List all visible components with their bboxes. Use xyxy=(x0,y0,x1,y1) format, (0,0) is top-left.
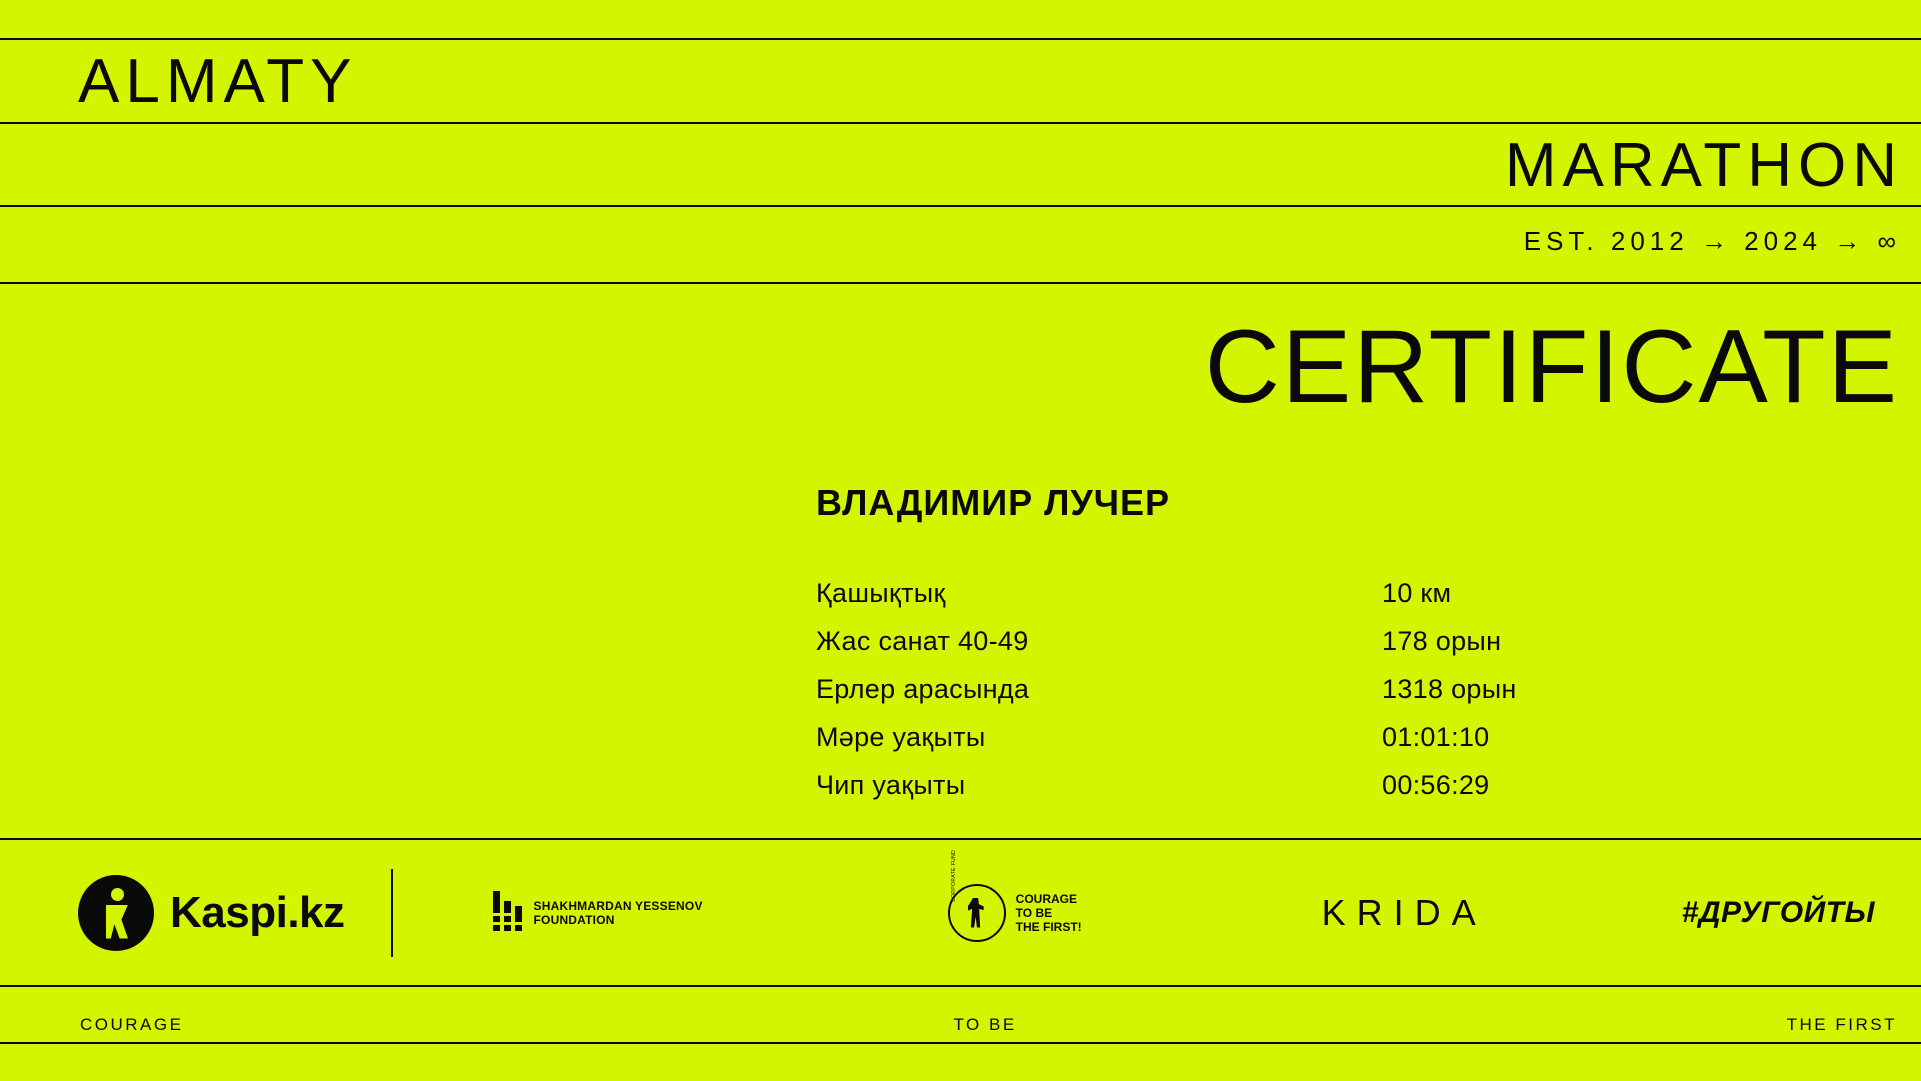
tagline-right: THE FIRST xyxy=(1786,1015,1897,1034)
kaspi-logo-icon xyxy=(78,875,154,951)
table-row xyxy=(816,674,1666,705)
table-row xyxy=(816,626,1666,657)
divider-line xyxy=(0,205,1921,207)
kaspi-wordmark: Kaspi.kz xyxy=(170,887,345,937)
vertical-divider xyxy=(391,869,393,957)
table-row xyxy=(816,770,1666,801)
result-label: Қашықтық xyxy=(816,578,946,608)
footer-tagline xyxy=(0,1015,1921,1035)
divider-line xyxy=(0,282,1921,284)
sponsor-corporate-fund xyxy=(948,849,1082,942)
courage-wordmark xyxy=(1016,892,1082,934)
table-row xyxy=(816,578,1666,609)
brand-line-almaty: ALMATY xyxy=(78,47,358,116)
yessenov-bar-column xyxy=(504,901,511,931)
yessenov-logo-icon xyxy=(493,895,522,931)
yessenov-wordmark xyxy=(534,899,703,927)
divider-line xyxy=(0,1042,1921,1044)
divider-line xyxy=(0,38,1921,40)
brand-established: EST. 2012 → 2024 → ∞ xyxy=(1523,226,1901,256)
kaspi-figure-body-icon xyxy=(106,905,128,939)
result-value: 10 км xyxy=(1382,578,1452,608)
sponsor-strip xyxy=(0,840,1921,985)
result-label: Ерлер арасында xyxy=(816,674,1030,704)
courage-line-2: TO BE xyxy=(1015,905,1053,920)
result-value: 00:56:29 xyxy=(1382,770,1490,800)
result-label: Жас санат 40-49 xyxy=(816,626,1029,656)
seal-micro-text: CORPORATE FUND xyxy=(950,849,957,902)
brand-line-marathon: MARATHON xyxy=(1504,131,1903,200)
yessenov-bar-column xyxy=(493,891,500,931)
result-value: 01:01:10 xyxy=(1382,722,1490,752)
yessenov-bar-column xyxy=(515,906,522,931)
result-label: Мәре уақыты xyxy=(816,722,986,752)
sponsor-drugoyty-hashtag: #ДРУГОЙТЫ xyxy=(1681,895,1875,929)
sponsor-krida: KRIDA xyxy=(1321,891,1487,933)
table-row xyxy=(816,722,1666,753)
kaspi-figure-head-icon xyxy=(111,888,124,901)
runner-name: ВЛАДИМИР ЛУЧЕР xyxy=(816,482,1171,523)
result-label: Чип уақыты xyxy=(816,770,966,800)
sponsor-kaspi xyxy=(78,875,345,951)
sponsor-yessenov-foundation xyxy=(493,895,703,931)
yessenov-line-2: FOUNDATION xyxy=(533,912,615,927)
yessenov-line-1: SHAKHMARDAN YESSENOV xyxy=(533,898,703,913)
courage-line-3: THE FIRST! xyxy=(1015,919,1082,934)
tagline-left: COURAGE xyxy=(80,1015,184,1034)
page-title: CERTIFICATE xyxy=(1204,309,1899,425)
result-value: 1318 орын xyxy=(1382,674,1517,704)
results-table xyxy=(816,578,1666,818)
divider-line xyxy=(0,985,1921,987)
corporate-fund-seal-icon xyxy=(948,849,1006,942)
courage-line-1: COURAGE xyxy=(1015,891,1077,906)
result-value: 178 орын xyxy=(1382,626,1502,656)
tagline-middle: TO BE xyxy=(953,1015,1017,1034)
divider-line xyxy=(0,122,1921,124)
